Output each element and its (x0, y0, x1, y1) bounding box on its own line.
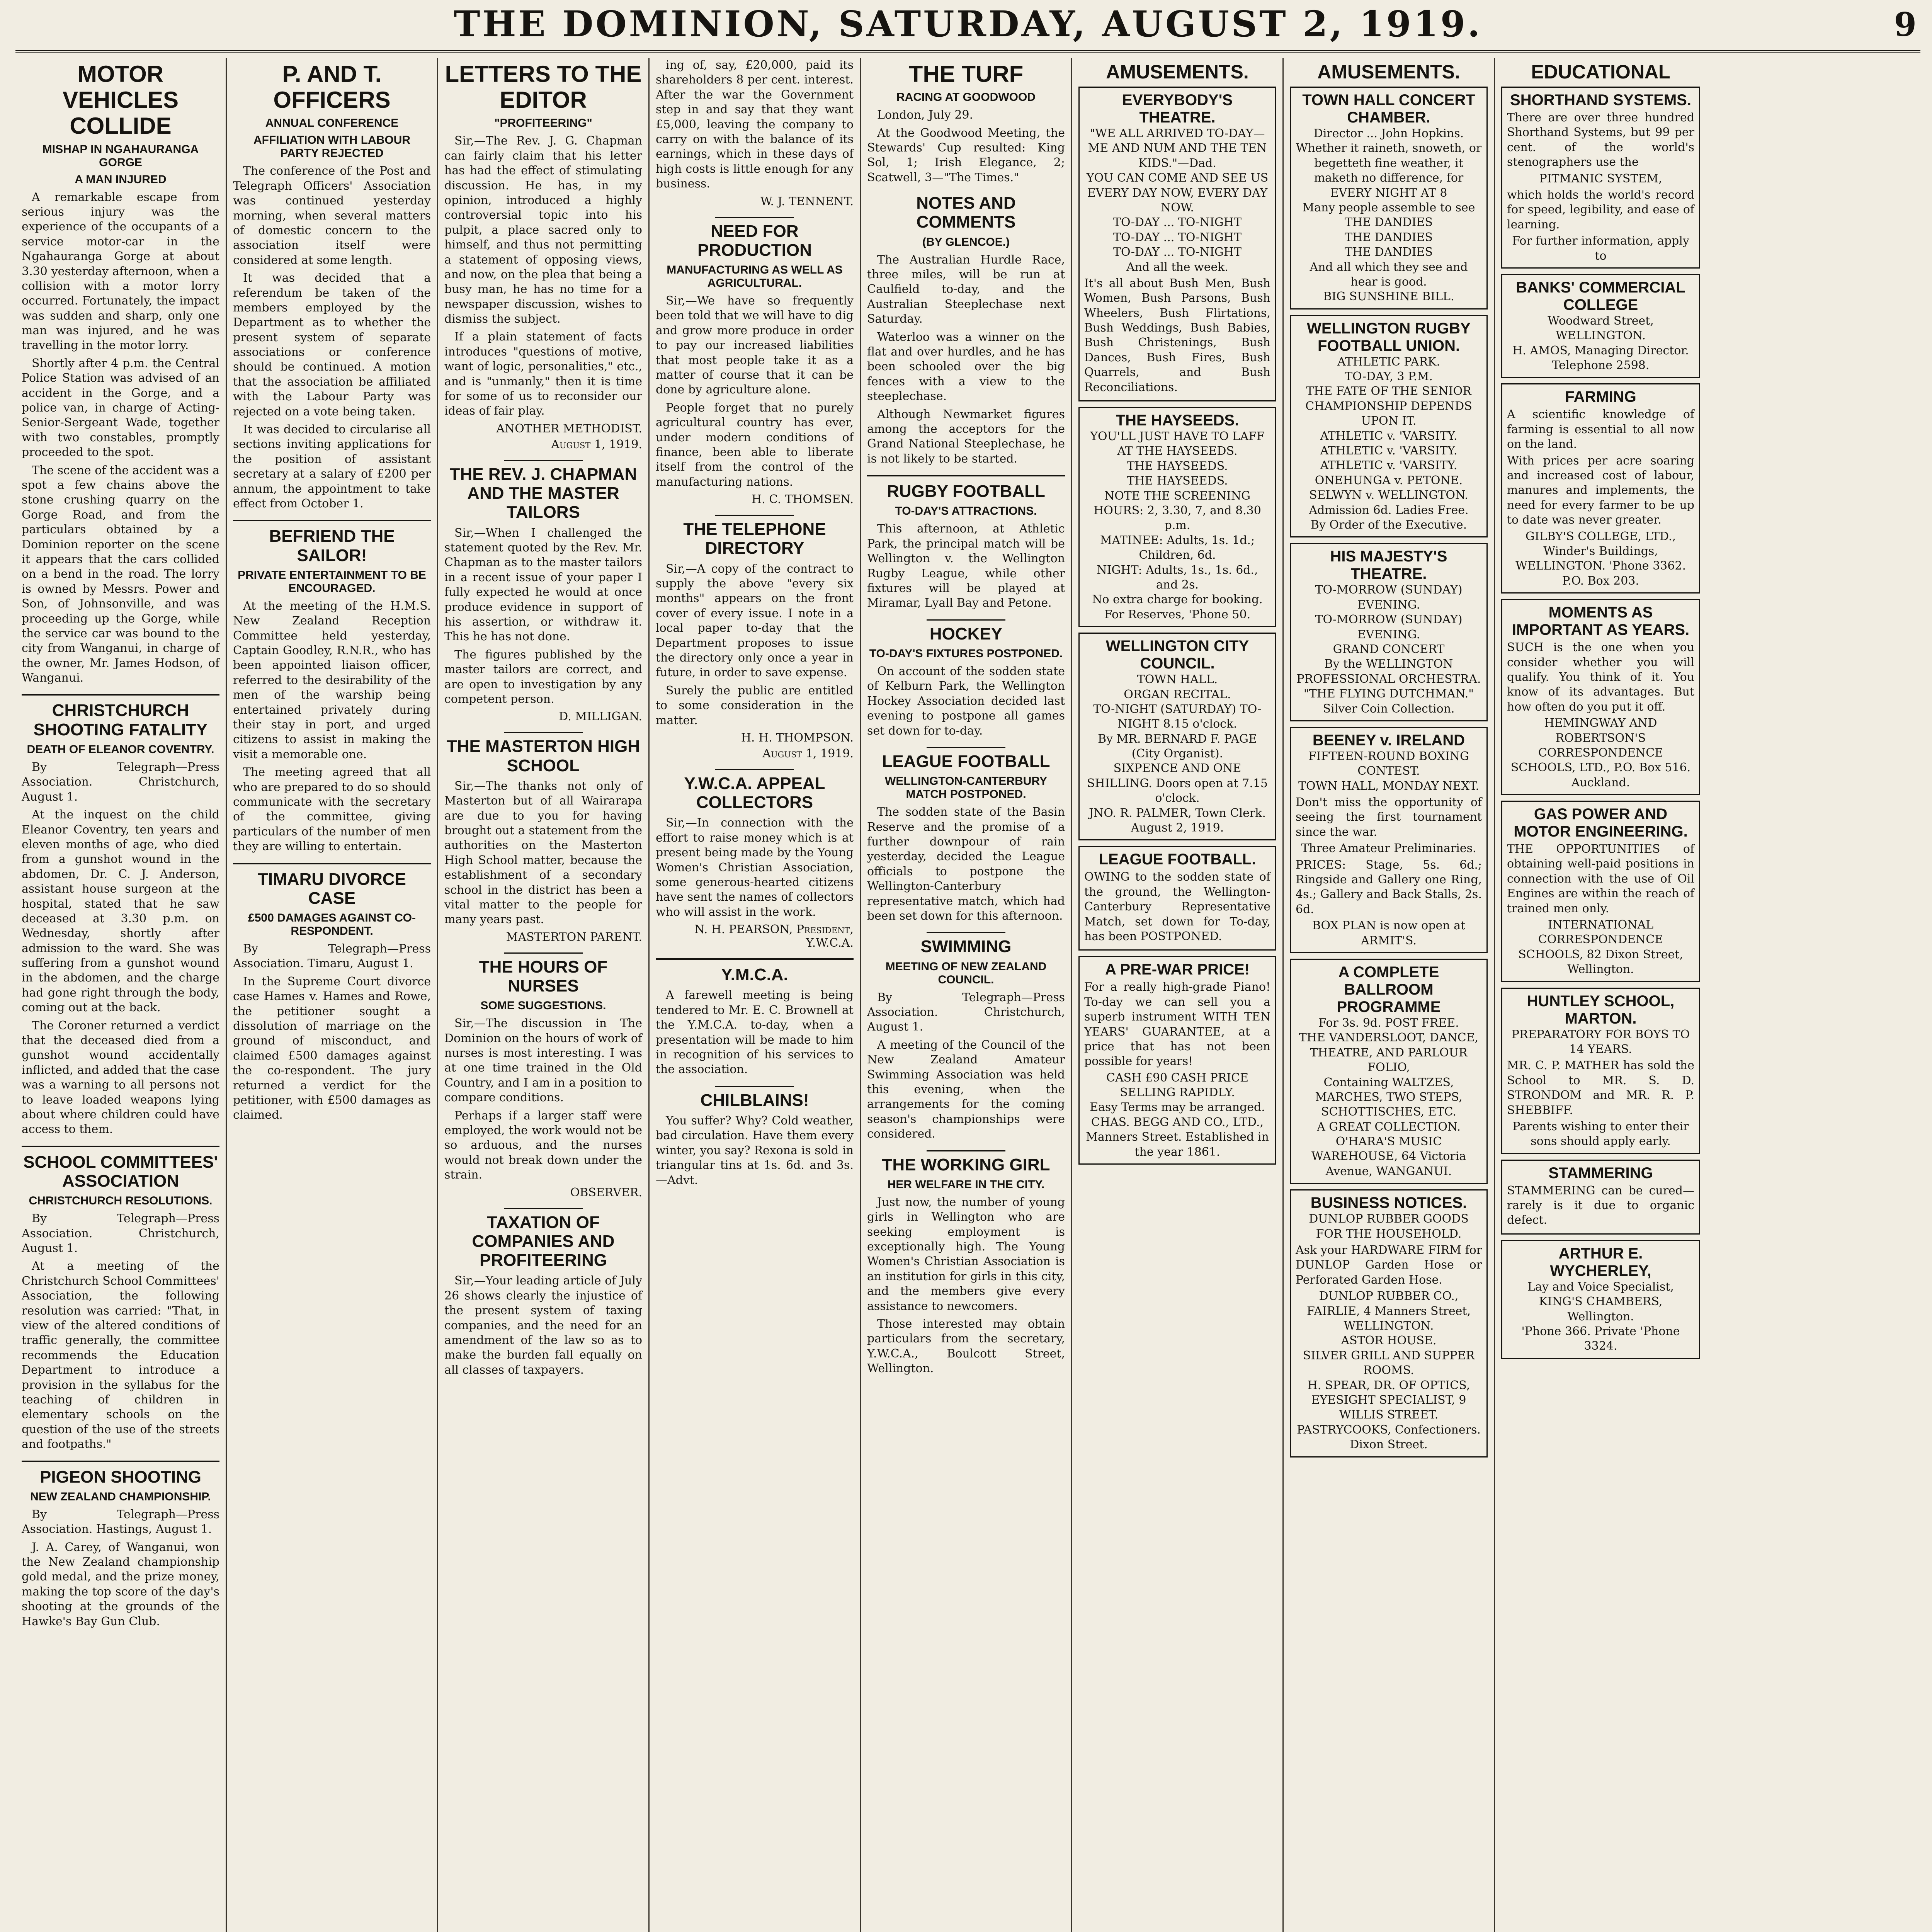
advert-line: "THE FLYING DUTCHMAN." (1303, 687, 1474, 701)
advert-line: TO-MORROW (SUNDAY) EVENING. (1315, 613, 1463, 641)
article-taxation-continued (656, 58, 854, 208)
advert-wycherley (1501, 1240, 1700, 1359)
article-paragraph: The conference of the Post and Telegraph Officers' Association was continued yesterday morning, when several matters of domestic concern to the association itself were considered at some length. (233, 164, 431, 267)
page-number: 9 (1894, 5, 1917, 44)
masthead (15, 0, 1920, 53)
advert-line: TO-DAY ... TO-NIGHT (1113, 245, 1242, 259)
article-paragraph: The sodden state of the Basin Reserve and the promise of a further downpour of rain yesterday, decided the League officials to postpone the Wellington-Canterbury representative match, which had been set down for this afternoon. (867, 805, 1065, 923)
advert-title: HIS MAJESTY'S THEATRE. (1330, 548, 1447, 583)
article-telephone-directory (656, 520, 854, 760)
advert-line: Admission 6d. Ladies Free. (1309, 503, 1469, 517)
advert-farming (1501, 383, 1700, 594)
article-subhead: TO-DAY'S ATTRACTIONS. (895, 505, 1037, 518)
advert-line: SELLING RAPIDLY. (1120, 1086, 1235, 1100)
advert-line: which holds the world's record for speed, legibility, and ease of learning. (1507, 188, 1694, 231)
article-subhead: PRIVATE ENTERTAINMENT TO BE ENCOURAGED. (238, 568, 426, 595)
advert-piano (1078, 956, 1276, 1165)
article-chapman-tailors (444, 465, 642, 723)
advert-line: Silver Coin Collection. (1323, 702, 1455, 716)
article-subhead: (BY GLENCOE.) (922, 235, 1010, 248)
article-headline: P. AND T. OFFICERS (273, 61, 391, 113)
article-subhead: SOME SUGGESTIONS. (480, 999, 606, 1012)
section-title: AMUSEMENTS. (1106, 61, 1249, 83)
advert-gas-power (1501, 801, 1700, 982)
letter-signature: H. C. THOMSEN. (752, 493, 854, 507)
article-paragraph: Waterloo was a winner on the flat and over hurdles, and he has been schooled over the big fences with a view to the steeplechase. (867, 330, 1065, 403)
article-notes-comments (867, 194, 1065, 466)
article-subhead: DEATH OF ELEANOR COVENTRY. (27, 743, 214, 756)
article-taxation (444, 1213, 642, 1378)
advert-line: ATHLETIC v. 'VARSITY. (1320, 444, 1458, 458)
article-headline: CHILBLAINS! (700, 1090, 809, 1110)
advert-line: OWING to the sodden state of the ground, the Wellington-Canterbury Representative Match, set down for To-day, has been POSTPONED. (1084, 870, 1270, 943)
article-paragraph: Sir,—The Rev. J. G. Chapman can fairly claim that his letter has had the effect of stimulating discussion. He has, in my opinion, introduced a highly controversial topic into his pulpit, a place sacred only to himself, and thus not permitting a statement of opposing views, and now, on the plea that being a busy man, he has no time for a newspaper discussion, wishes to dismiss the subject. (444, 134, 642, 326)
advert-line: THE FATE OF THE SENIOR CHAMPIONSHIP DEPENDS UPON IT. (1305, 384, 1472, 428)
article-headline: LEAGUE FOOTBALL (882, 752, 1050, 771)
article-paragraph: By Telegraph—Press Association. Timaru, August 1. (233, 942, 431, 971)
letter-signature: ANOTHER METHODIST. (496, 422, 642, 435)
article-paragraph: The figures published by the master tailors are correct, and are open to investigation by any competent person. (444, 648, 642, 706)
article-paragraph: Shortly after 4 p.m. the Central Police Station was advised of an accident in the Gorge, and a police van, in charge of Acting-Senior-Sergeant Wade, together with two constables, promptly proceeded to the spot. (22, 356, 219, 459)
advert-moments (1501, 599, 1700, 795)
advert-title: EVERYBODY'S THEATRE. (1122, 92, 1233, 126)
divider (22, 1461, 219, 1462)
advert-line: TOWN HALL. (1137, 673, 1218, 687)
article-headline: TIMARU DIVORCE CASE (258, 869, 406, 908)
advert-title: TOWN HALL CONCERT CHAMBER. (1302, 92, 1475, 126)
article-paragraph: At a meeting of the Christchurch School Committees' Association, the following resolution was carried: "That, in view of the altered conditions of traffic generally, the committee recommends the Education Department to introduce a provision in the syllabus for the teaching of children in elementary schools on the question of the use of the streets and footpaths." (22, 1259, 219, 1451)
advert-line: TO-DAY ... TO-NIGHT (1113, 230, 1242, 244)
advert-line: Easy Terms may be arranged. (1090, 1100, 1265, 1114)
advert-line: EVERY NIGHT AT 8 (1330, 186, 1447, 200)
article-paragraph: In the Supreme Court divorce case Hames v. Hames and Rowe, the petitioner sought a dissolution of marriage on the ground of misconduct, and claimed £500 damages against the co-respondent. The jury returned a verdict for the petitioner, with £500 damages as claimed. (233, 975, 431, 1122)
article-headline: THE REV. J. CHAPMAN AND THE MASTER TAILORS (449, 464, 637, 522)
advert-line: TO-DAY, 3 P.M. (1345, 370, 1433, 384)
column-5 (861, 58, 1072, 1932)
advert-title: WELLINGTON CITY COUNCIL. (1105, 638, 1249, 672)
article-paragraph: A farewell meeting is being tendered to Mr. E. C. Brownell at the Y.M.C.A. to-day, when a presentation will be made to him in recognition of his services to the association. (656, 988, 854, 1077)
article-working-girl (867, 1155, 1065, 1376)
article-subhead: MANUFACTURING AS WELL AS AGRICULTURAL. (667, 264, 843, 290)
advert-line: For 3s. 9d. POST FREE. (1318, 1016, 1459, 1030)
article-paragraph: Sir,—In connection with the effort to raise money which is at present being made by the Young Women's Christian Association, some generous-hearted citizens have sent the names of collectors who will assist in the work. (656, 816, 854, 919)
article-paragraph: Sir,—The thanks not only of Masterton but of all Wairarapa are due to you for having brought out a statement from the authorities on the Masterton High School matter, because the establishment of a secondary school in the district has been a vital matter to the people for many years past. (444, 779, 642, 927)
article-hockey (867, 624, 1065, 738)
advert-line: CASH £90 CASH PRICE (1106, 1071, 1248, 1085)
article-paragraph: The scene of the accident was a spot a few chains above the stone crushing quarry on the Gorge Road, and from the particulars obtained by a Dominion reporter on the scene it appears that the cars collided on a bend in the road. The lorry is owned by Messrs. Power and Son, of Johnsonville, and was proceeding up the Gorge, while the service car was bound to the city from Wanganui, in charge of the owner, Mr. James Hodson, of Wanganui. (22, 463, 219, 685)
article-paragraph: At the Goodwood Meeting, the Stewards' Cup resulted: King Sol, 1; Irish Elegance, 2; Scatwell, 3—"The Times." (867, 126, 1065, 184)
advert-line: YOU CAN COME AND SEE US EVERY DAY NOW, EVERY DAY NOW. (1086, 171, 1269, 214)
article-paragraph: J. A. Carey, of Wanganui, won the New Zealand championship gold medal, and the prize money, making the top score of the day's shooting at the grounds of the Hawke's Bay Gun Club. (22, 1540, 219, 1628)
column-3 (438, 58, 650, 1932)
article-motor-vehicles (22, 61, 219, 685)
divider (927, 932, 1006, 933)
article-paragraph: The meeting agreed that all who are prepared to do so should communicate with the secretary of the committee, giving particulars of the number of men they are willing to entertain. (233, 765, 431, 854)
article-swimming (867, 937, 1065, 1141)
article-subhead: HER WELFARE IN THE CITY. (887, 1178, 1045, 1191)
article-letters-profiteering (444, 61, 642, 451)
article-headline: PIGEON SHOOTING (39, 1467, 202, 1486)
article-paragraph: Perhaps if a larger staff were employed, the work would not be so arduous, and the nurses would not break down under the strain. (444, 1109, 642, 1182)
advert-title: A PRE-WAR PRICE! (1105, 961, 1250, 978)
advert-line: GRAND CONCERT (1333, 642, 1445, 656)
article-paragraph: It was decided to circularise all sections inviting applications for the position of assistant secretary at a salary of £200 per annum, the appointment to take effect from October 1. (233, 423, 431, 510)
article-headline: CHRISTCHURCH SHOOTING FATALITY (33, 701, 208, 739)
article-pigeon-shooting (22, 1468, 219, 1629)
article-paragraph: If a plain statement of facts introduces "questions of motive, want of logic, personalities," etc., and is "unmanly," then it is time for some of us to reconsider our ideas of fair play. (444, 330, 642, 418)
article-headline: TAXATION OF COMPANIES AND PROFITEERING (472, 1213, 615, 1270)
divider (504, 460, 583, 461)
advert-line: THE DANDIES (1345, 245, 1433, 259)
article-subhead: A MAN INJURED (75, 173, 167, 186)
advert-line: STAMMERING can be cured—rarely is it due to organic defect. (1507, 1184, 1694, 1227)
divider (22, 1146, 219, 1147)
advert-line: THE DANDIES (1345, 216, 1433, 230)
article-subhead: MISHAP IN NGAHAURANGA GORGE (42, 143, 199, 169)
letter-signature: W. J. TENNENT. (760, 194, 854, 208)
article-paragraph: At the meeting of the H.M.S. New Zealand Reception Committee held yesterday, Captain Goodley, R.N.R., who has been appointed liaison officer, referred to the desirability of the men of the warship being entertained privately during their stay in port, and urged citizens to assist in making the visit a memorable one. (233, 599, 431, 761)
divider (504, 732, 583, 733)
advert-line: THE HAYSEEDS. (1127, 474, 1228, 488)
columns (15, 58, 1920, 1932)
advert-line: SIXPENCE AND ONE SHILLING. Doors open at 7.15 o'clock. (1087, 762, 1268, 805)
advert-line: BIG SUNSHINE BILL. (1323, 290, 1454, 304)
article-p-and-t-officers (233, 61, 431, 511)
article-headline: BEFRIEND THE SAILOR! (269, 527, 395, 565)
advert-title: WELLINGTON RUGBY FOOTBALL UNION. (1307, 320, 1471, 354)
advert-line: SELWYN v. WELLINGTON. (1309, 488, 1468, 502)
divider (233, 520, 431, 521)
advert-line: ORGAN RECITAL. (1124, 687, 1231, 701)
advert-title: LEAGUE FOOTBALL. (1099, 851, 1256, 868)
advert-line: 'Phone 366. Private 'Phone 3324. (1521, 1325, 1680, 1353)
advert-line: H. AMOS, Managing Director. (1512, 344, 1689, 357)
advert-title: HUNTLEY SCHOOL, MARTON. (1527, 992, 1675, 1027)
advert-line: ATHLETIC v. 'VARSITY. (1320, 459, 1458, 473)
advert-line: Lay and Voice Specialist, KING'S CHAMBERS, Wellington. (1527, 1280, 1674, 1323)
advert-town-hall-concert (1290, 87, 1488, 310)
advert-banks-college (1501, 274, 1700, 378)
advert-stammering (1501, 1160, 1700, 1235)
advert-title: THE HAYSEEDS. (1116, 412, 1239, 429)
article-hours-nurses (444, 957, 642, 1199)
article-befriend-sailor (233, 527, 431, 854)
advert-line: ONEHUNGA v. PETONE. (1315, 473, 1463, 487)
advert-line: NOTE THE SCREENING HOURS: 2, 3.30, 7, and 8.30 p.m. (1094, 489, 1261, 532)
advert-line: PASTRYCOOKS, Confectioners. Dixon Street. (1297, 1423, 1481, 1452)
divider (715, 769, 794, 770)
article-headline: THE WORKING GIRL (882, 1155, 1050, 1174)
article-subhead: WELLINGTON-CANTERBURY MATCH POSTPONED. (885, 775, 1047, 801)
article-paragraph: Sir,—We have so frequently been told that we will have to dig and grow more produce in order to pay our increased liabilities that most people take it as a matter of course that it can be done by agriculture alone. (656, 294, 854, 397)
article-headline: THE MASTERTON HIGH SCHOOL (446, 737, 640, 775)
advert-line: BOX PLAN is now open at ARMIT'S. (1312, 919, 1466, 947)
divider (22, 694, 219, 696)
advert-line: Whether it raineth, snoweth, or begetteth fine weather, it maketh no difference, for (1296, 141, 1482, 185)
advert-line: THE VANDERSLOOT, DANCE, THEATRE, AND PARLOUR FOLIO, (1299, 1031, 1479, 1075)
article-paragraph: By Telegraph—Press Association. Christchurch, August 1. (867, 990, 1065, 1034)
advert-line: MR. C. P. MATHER has sold the School to MR. S. D. STRONDOM and MR. R. P. SHEBBIFF. (1507, 1059, 1694, 1117)
advert-line: With prices per acre soaring and increased cost of labour, manures and implements, the need for every farmer to be up to date was never greater. (1507, 454, 1694, 527)
article-paragraph: A remarkable escape from serious injury was the experience of the occupants of a service motor-car in the Ngahauranga Gorge at about 3.30 yesterday afternoon, when a collision with a motor lorry occurred. Fortunately, the impact was sudden and sharp, only one man was injured, and he was travelling in the motor lorry. (22, 190, 219, 352)
article-subhead: ANNUAL CONFERENCE (265, 117, 399, 130)
article-subhead: RACING AT GOODWOOD (896, 91, 1036, 104)
article-paragraph: Sir,—A copy of the contract to supply the above "every six months" appears on the front cover of every issue. I note in a local paper to-day that the Department proposes to issue the directory only once a year in future, in order to save expense. (656, 562, 854, 680)
column-2 (227, 58, 438, 1932)
divider (927, 619, 1006, 621)
article-headline: Y.M.C.A. (721, 965, 788, 985)
article-paragraph: By Telegraph—Press Association. Christchurch, August 1. (22, 1212, 219, 1255)
advert-line: FIFTEEN-ROUND BOXING CONTEST. (1308, 749, 1469, 778)
article-headline: SCHOOL COMMITTEES' ASSOCIATION (23, 1152, 218, 1191)
article-paragraph: A meeting of the Council of the New Zealand Amateur Swimming Association was held this evening, when the arrangements for the coming season's championships were considered. (867, 1038, 1065, 1141)
article-paragraph: Those interested may obtain particulars from the secretary, Y.W.C.A., Boulcott Street, Wellington. (867, 1317, 1065, 1376)
advert-league-football (1078, 846, 1276, 951)
article-paragraph: ing of, say, £20,000, paid its shareholders 8 per cent. interest. After the war the Government step in and say that they want £5,000, leaving the company to carry on with the balance of its earnings, which in these days of high costs is little enough for any business. (656, 58, 854, 191)
article-masterton-school (444, 737, 642, 944)
advert-line: NIGHT: Adults, 1s., 1s. 6d., and 2s. (1097, 563, 1258, 592)
advert-line: TOWN HALL, MONDAY NEXT. (1298, 779, 1480, 793)
article-headline: LETTERS TO THE EDITOR (445, 61, 642, 113)
advert-his-majestys (1290, 543, 1488, 721)
column-8 (1495, 58, 1706, 1932)
article-headline: RUGBY FOOTBALL (887, 482, 1045, 501)
advert-line: SUCH is the one when you consider whether you will qualify. You think of it. You know of its advantages. But how often do you put it off. (1507, 641, 1694, 714)
column-4 (650, 58, 861, 1932)
advert-line: By MR. BERNARD F. PAGE (City Organist). (1098, 732, 1257, 761)
article-headline: NOTES AND COMMENTS (916, 194, 1016, 232)
advert-line: DUNLOP RUBBER GOODS FOR THE HOUSEHOLD. (1309, 1212, 1469, 1241)
advert-business-notices (1290, 1189, 1488, 1457)
advert-everybodys-theatre (1078, 87, 1276, 401)
column-7 (1284, 58, 1495, 1932)
advert-line: A GREAT COLLECTION. (1317, 1120, 1461, 1134)
divider (927, 747, 1006, 748)
advert-line: Many people assemble to see (1302, 201, 1475, 214)
advert-line: ATHLETIC v. 'VARSITY. (1320, 429, 1458, 443)
advert-line: THE OPPORTUNITIES of obtaining well-paid positions in connection with the use of Oil Engines are within the reach of trained men only. (1507, 842, 1694, 915)
divider (233, 863, 431, 864)
advert-title: A COMPLETE BALLROOM PROGRAMME (1337, 963, 1441, 1015)
divider (656, 958, 854, 960)
article-paragraph: The Australian Hurdle Race, three miles, will be run at Caulfield to-day, and the Australian Steeplechase next Saturday. (867, 253, 1065, 326)
article-ymca (656, 965, 854, 1077)
article-subhead: NEW ZEALAND CHAMPIONSHIP. (30, 1490, 211, 1503)
article-headline: THE TURF (908, 61, 1024, 87)
advert-line: CHAS. BEGG AND CO., LTD., Manners Street. Established in the year 1861. (1086, 1115, 1269, 1159)
article-paragraph: It was decided that a referendum be taken of the members employed by the Department as to whether the present system of separate associations or conference should be continued. A motion that the association be affiliated with the Labour Party was rejected on a vote being taken. (233, 271, 431, 418)
article-paragraph: Sir,—When I challenged the statement quoted by the Rev. Mr. Chapman as to the master tailors in a recent issue of your paper I fully expected he would at once produce evidence in support of his assertion, or withdraw it. This he has not done. (444, 526, 642, 644)
article-subhead: TO-DAY'S FIXTURES POSTPONED. (869, 647, 1063, 660)
advert-title: BEENEY v. IRELAND (1312, 731, 1465, 749)
advert-title: BUSINESS NOTICES. (1310, 1194, 1467, 1212)
article-paragraph: Just now, the number of young girls in Wellington who are seeking employment is exceptionally high. The Young Women's Christian Association is an institution for girls in this city, and the members give every assistance to newcomers. (867, 1195, 1065, 1313)
advert-title: ARTHUR E. WYCHERLEY, (1550, 1245, 1651, 1279)
article-paragraph: Sir,—The discussion in The Dominion on the hours of work of nurses is most interesting. I was at one time trained in the Old Country, and I am in a position to compare conditions. (444, 1017, 642, 1105)
article-paragraph: Although Newmarket figures among the acceptors for the Grand National Steeplechase, he is not likely to be started. (867, 407, 1065, 466)
advert-title: FARMING (1565, 388, 1636, 406)
article-paragraph: On account of the sodden state of Kelburn Park, the Wellington Hockey Association decided last evening to postpone all games set down for to-day. (867, 665, 1065, 738)
advert-line: TO-MORROW (SUNDAY) EVENING. (1315, 583, 1463, 612)
letter-signature: N. H. PEARSON, President, Y.W.C.A. (694, 923, 854, 950)
advert-line: H. SPEAR, DR. OF OPTICS, EYESIGHT SPECIALIST, 9 WILLIS STREET. (1307, 1378, 1470, 1422)
advert-rugby-union (1290, 315, 1488, 538)
advert-line: Parents wishing to enter their sons should apply early. (1512, 1119, 1689, 1148)
advert-line: INTERNATIONAL CORRESPONDENCE SCHOOLS, 82 Dixon Street, Wellington. (1518, 918, 1683, 976)
article-headline: NEED FOR PRODUCTION (697, 221, 812, 260)
advert-line: Three Amateur Preliminaries. (1301, 842, 1476, 855)
article-the-turf (867, 61, 1065, 185)
advert-line: ATHLETIC PARK. (1337, 355, 1440, 369)
article-paragraph: You suffer? Why? Cold weather, bad circulation. Have them every winter, you say? Rexona is sold in triangular tins at 1s. 6d. and 3s.—Advt. (656, 1114, 854, 1187)
article-headline: SWIMMING (920, 937, 1012, 956)
divider (715, 217, 794, 218)
advert-line: Director ... John Hopkins. (1313, 127, 1464, 140)
advert-line: MATINEE: Adults, 1s. 1d.; Children, 6d. (1100, 533, 1255, 562)
article-paragraph: Sir,—Your leading article of July 26 shows clearly the injustice of the present system of taxing companies, and the need for an amendment of the law so as to make the burden fall equally on all classes of taxpayers. (444, 1274, 642, 1377)
article-league-football (867, 752, 1065, 923)
article-subhead: AFFILIATION WITH LABOUR PARTY REJECTED (253, 134, 411, 160)
article-paragraph: Surely the public are entitled to some consideration in the matter. (656, 684, 854, 727)
divider (715, 515, 794, 516)
advert-line: "WE ALL ARRIVED TO-DAY—ME AND NUM AND THE TEN KIDS."—Dad. (1088, 127, 1267, 170)
article-paragraph: London, July 29. (877, 108, 973, 122)
advert-line: No extra charge for booking. For Reserves, 'Phone 50. (1092, 593, 1263, 621)
advert-line: THE DANDIES (1345, 230, 1433, 244)
advert-line: Telephone 2598. (1552, 359, 1650, 372)
advert-line: YOU'LL JUST HAVE TO LAFF AT THE HAYSEEDS. (1090, 430, 1265, 458)
divider (927, 1150, 1006, 1151)
advert-line: SILVER GRILL AND SUPPER ROOMS. (1303, 1349, 1475, 1378)
letter-signature: OBSERVER. (570, 1185, 642, 1199)
advert-line: Ask your HARDWARE FIRM for DUNLOP Garden Hose or Perforated Garden Hose. (1296, 1243, 1482, 1287)
article-headline: HOCKEY (929, 624, 1003, 643)
article-paragraph: By Telegraph—Press Association. Hastings, August 1. (22, 1507, 219, 1536)
letter-signature: D. MILLIGAN. (559, 710, 642, 724)
advert-boxing (1290, 727, 1488, 953)
advert-line: August 2, 1919. (1131, 821, 1224, 835)
advert-line: JNO. R. PALMER, Town Clerk. (1089, 806, 1266, 820)
advert-title: MOMENTS AS IMPORTANT AS YEARS. (1512, 604, 1690, 639)
advert-line: O'HARA'S MUSIC WAREHOUSE, 64 Victoria Avenue, WANGANUI. (1311, 1135, 1466, 1178)
advert-line: By the WELLINGTON PROFESSIONAL ORCHESTRA. (1296, 657, 1481, 686)
letter-date: August 1, 1919. (762, 747, 854, 760)
article-headline: THE TELEPHONE DIRECTORY (683, 520, 826, 558)
article-school-committees (22, 1153, 219, 1452)
article-subhead: £500 DAMAGES AGAINST CO-RESPONDENT. (248, 912, 416, 938)
letter-signature: H. H. THOMPSON. (741, 731, 854, 745)
advert-line: For further information, apply to (1512, 234, 1689, 263)
section-title: AMUSEMENTS. (1317, 61, 1460, 83)
advert-line: TO-DAY ... TO-NIGHT (1113, 216, 1242, 230)
advert-line: By Order of the Executive. (1310, 518, 1467, 532)
advert-line: TO-NIGHT (SATURDAY) TO-NIGHT 8.15 o'clock. (1093, 702, 1262, 731)
advert-line: A scientific knowledge of farming is essential to all now on the land. (1507, 408, 1694, 451)
article-headline: MOTOR VEHICLES COLLIDE (62, 61, 179, 139)
advert-title: STAMMERING (1548, 1164, 1653, 1182)
divider (867, 475, 1065, 476)
letter-signature: MASTERTON PARENT. (506, 930, 642, 944)
advert-shorthand (1501, 87, 1700, 269)
advert-line: For a really high-grade Piano! To-day we can sell you a superb instrument WITH TEN YEARS' GUARANTEE, at a price that has not been possible for years! (1084, 980, 1270, 1068)
article-headline: Y.W.C.A. APPEAL COLLECTORS (684, 774, 825, 812)
column-1 (15, 58, 227, 1932)
advert-line: Woodward Street, WELLINGTON. (1548, 314, 1654, 343)
divider (504, 952, 583, 954)
advert-line: THE HAYSEEDS. (1127, 459, 1228, 473)
advert-line: ASTOR HOUSE. (1341, 1334, 1437, 1348)
article-subhead: "PROFITEERING" (494, 117, 592, 130)
advert-line: PITMANIC SYSTEM, (1539, 172, 1662, 185)
advert-ballroom-programme (1290, 959, 1488, 1184)
article-paragraph: By Telegraph—Press Association. Christchurch, August 1. (22, 760, 219, 804)
advert-line: And all the week. (1126, 260, 1228, 274)
advert-title: GAS POWER AND MOTOR ENGINEERING. (1514, 806, 1688, 840)
advert-line: DUNLOP RUBBER CO., FAIRLIE, 4 Manners Street, WELLINGTON. (1307, 1289, 1471, 1333)
advert-line: PREPARATORY FOR BOYS TO 14 YEARS. (1511, 1027, 1690, 1056)
advert-line: PRICES: Stage, 5s. 6d.; Ringside and Gallery one Ring, 4s.; Gallery and Back Stalls, 2s. 6d. (1296, 858, 1482, 916)
advert-line: It's all about Bush Men, Bush Women, Bush Parsons, Bush Wheelers, Bush Flirtations, Bush Weddings, Bush Babies, Bush Christenings, Bush Dances, Bush Fires, Bush Quarrels, and Bush Reconciliations. (1084, 276, 1270, 394)
column-6 (1072, 58, 1284, 1932)
divider (715, 1086, 794, 1087)
advert-line: Containing WALTZES, MARCHES, TWO STEPS, SCHOTTISCHES, ETC. (1315, 1075, 1463, 1119)
article-paragraph: At the inquest on the child Eleanor Coventry, ten years and eleven months of age, who died from a gunshot wound in the abdomen, Dr. C. J. Anderson, assistant house surgeon at the hospital, stated that he saw deceased at 3.30 p.m. on Wednesday, shortly after admission to the ward. She was suffering from a gunshot wound in the abdomen, and the charge had gone right through the body, coming out at the back. (22, 808, 219, 1015)
article-paragraph: This afternoon, at Athletic Park, the principal match will be Wellington v. the Wellington Rugby League, while other fixtures will be played at Miramar, Lyall Bay and Petone. (867, 522, 1065, 610)
advert-line: Don't miss the opportunity of seeing the first tournament since the war. (1296, 796, 1482, 839)
section-title: EDUCATIONAL (1531, 61, 1670, 83)
advert-line: GILBY'S COLLEGE, LTD., Winder's Buildings, WELLINGTON. 'Phone 3362. P.O. Box 203. (1515, 529, 1686, 588)
advert-line: HEMINGWAY AND ROBERTSON'S CORRESPONDENCE SCHOOLS, LTD., P.O. Box 516. Auckland. (1510, 716, 1691, 789)
advert-huntley-school (1501, 988, 1700, 1154)
advert-hayseeds (1078, 407, 1276, 627)
article-headline: THE HOURS OF NURSES (479, 957, 608, 995)
divider (504, 1208, 583, 1209)
advert-chilblains (656, 1091, 854, 1188)
article-production (656, 222, 854, 507)
advert-city-council (1078, 633, 1276, 840)
advert-line: And all which they see and hear is good. (1310, 260, 1468, 289)
article-rugby (867, 482, 1065, 611)
article-timaru-divorce (233, 870, 431, 1123)
article-paragraph: People forget that no purely agricultural country has ever, under modern conditions of finance, been able to liberate itself from the control of the manufacturing nations. (656, 401, 854, 489)
advert-title: BANKS' COMMERCIAL COLLEGE (1516, 279, 1685, 313)
article-paragraph: The Coroner returned a verdict that the deceased died from a gunshot wound accidentally inflicted, and added that the case was a warning to all persons not to leave loaded weapons lying about where children could have access to them. (22, 1019, 219, 1136)
article-shooting-fatality (22, 701, 219, 1137)
letter-date: August 1, 1919. (551, 437, 642, 451)
article-subhead: MEETING OF NEW ZEALAND COUNCIL. (885, 960, 1047, 986)
advert-title: SHORTHAND SYSTEMS. (1510, 92, 1691, 109)
masthead-title: THE DOMINION, SATURDAY, AUGUST 2, 1919. (454, 3, 1482, 45)
article-subhead: CHRISTCHURCH RESOLUTIONS. (29, 1194, 213, 1208)
advert-line: There are over three hundred Shorthand Systems, but 99 per cent. of the world's stenographers use the (1507, 111, 1694, 169)
article-ywca-collectors (656, 774, 854, 950)
